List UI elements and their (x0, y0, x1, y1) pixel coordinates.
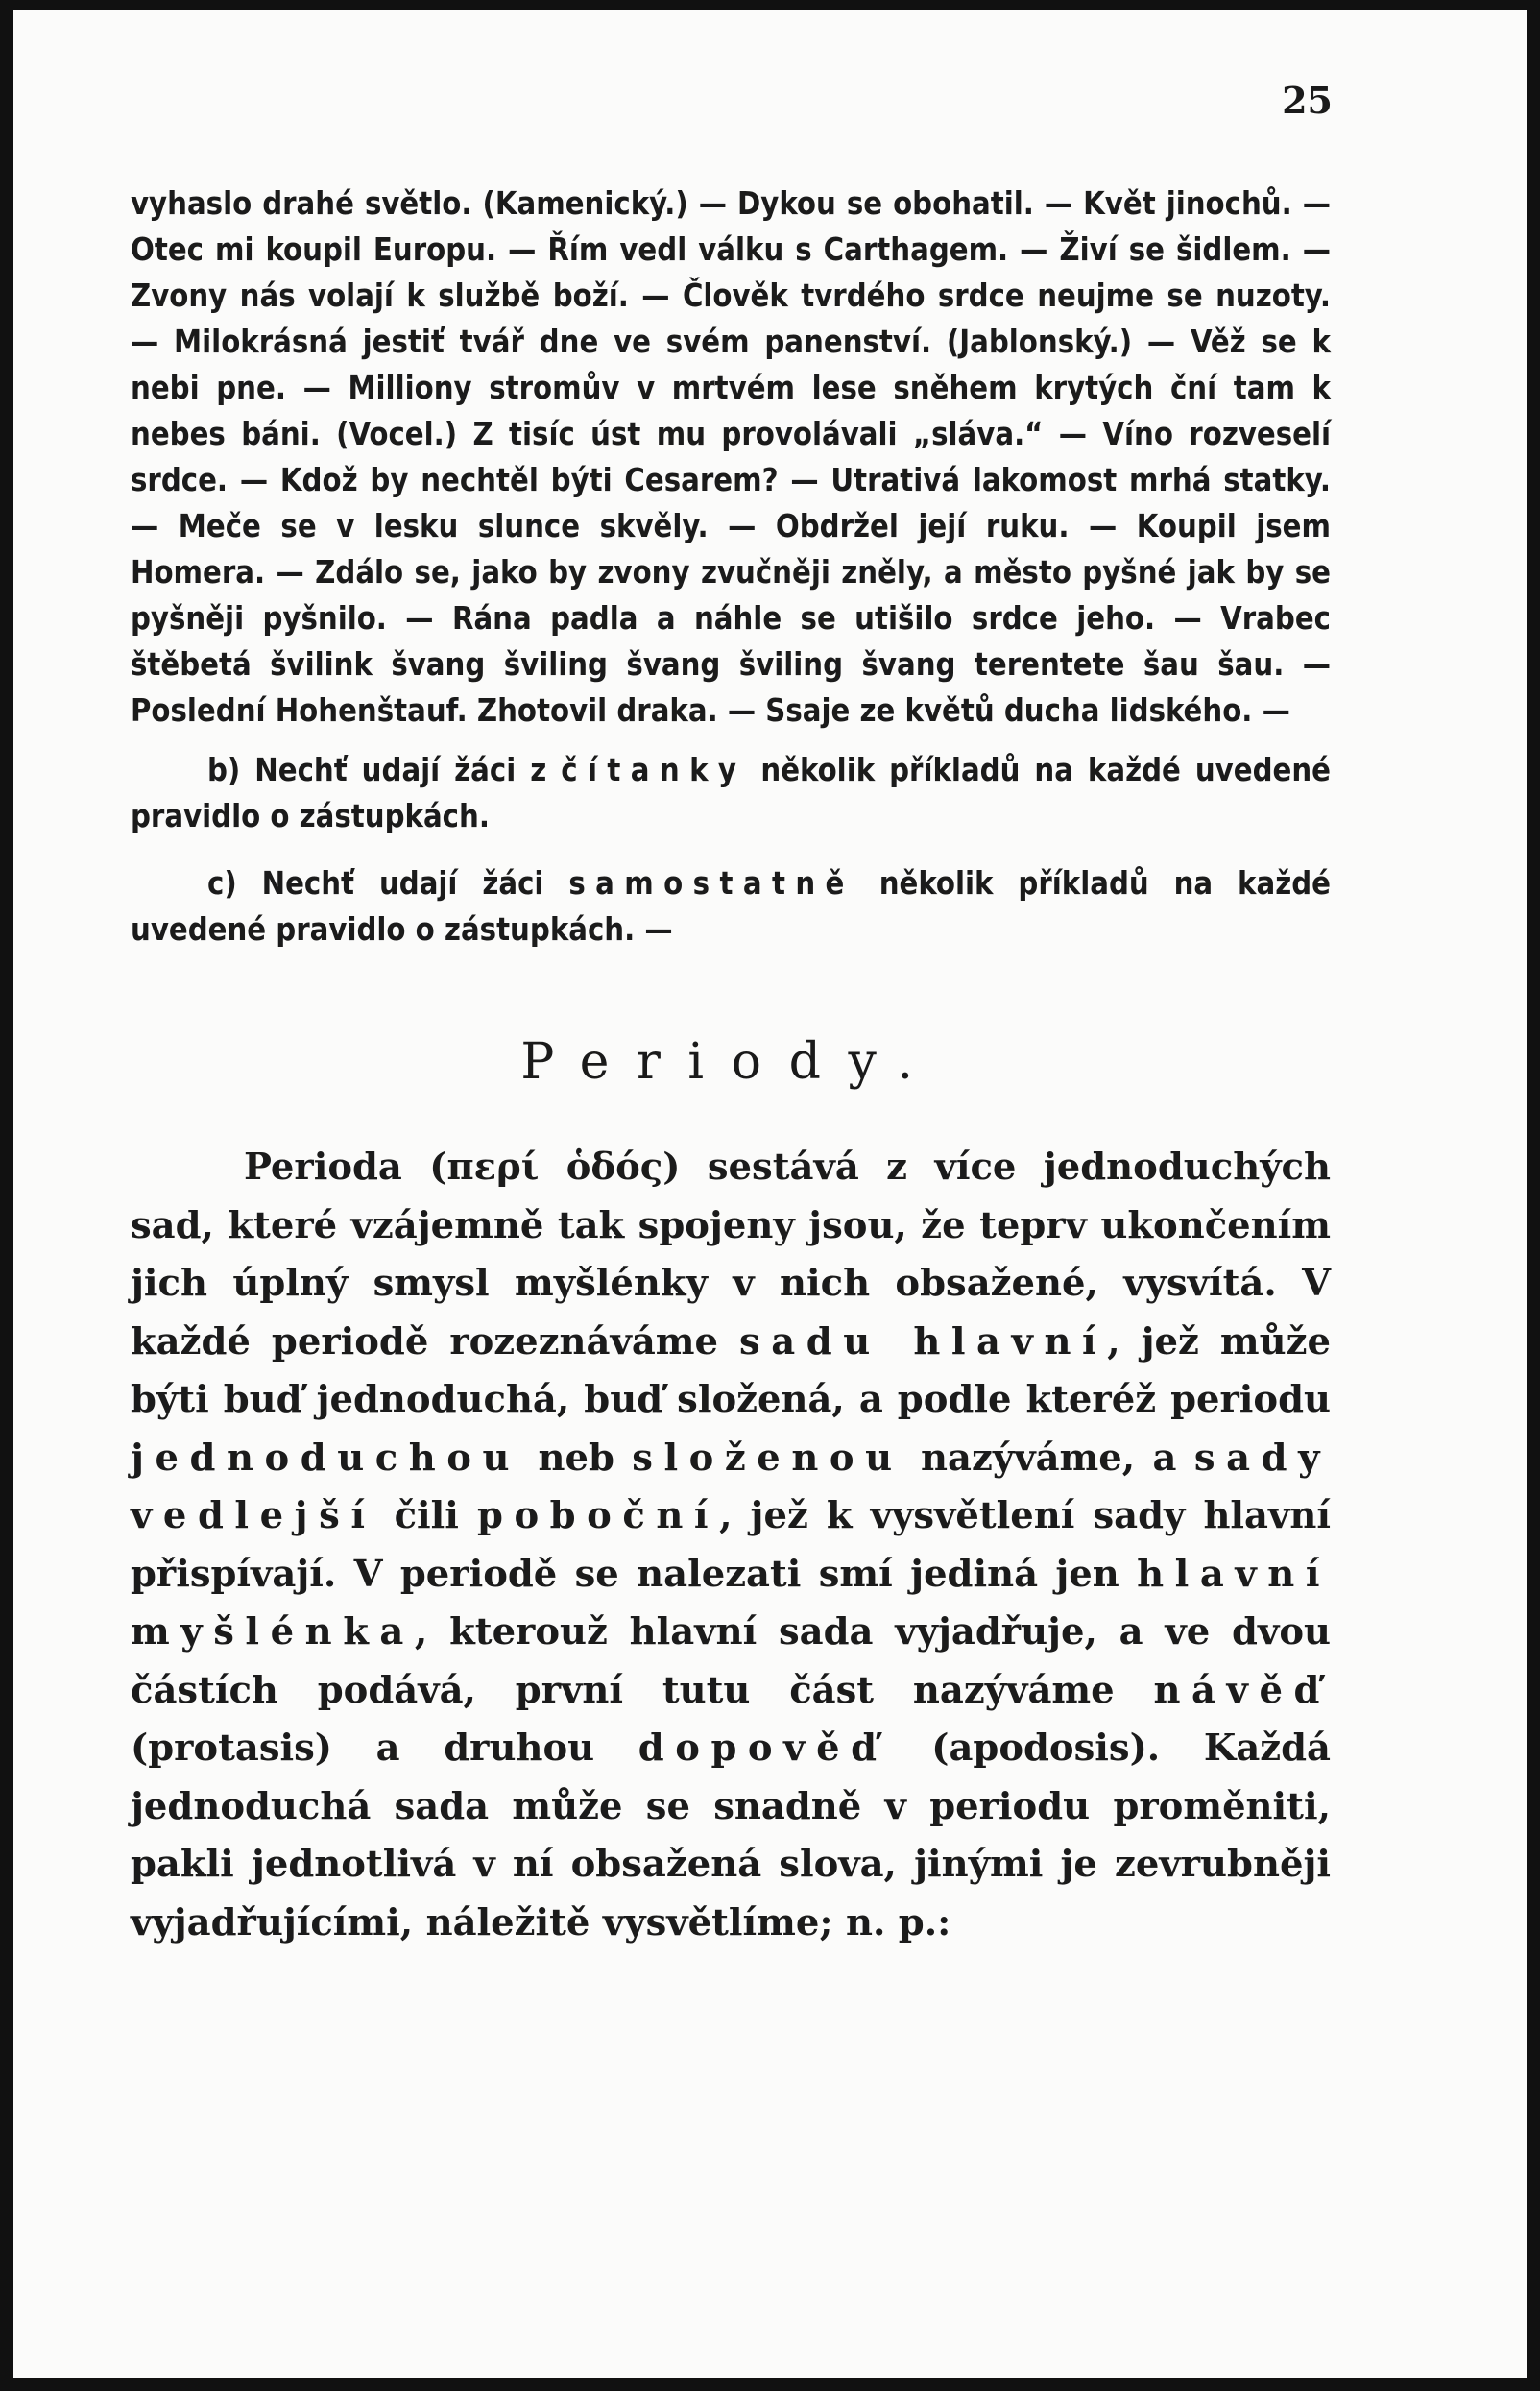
page-number: 25 (1282, 79, 1333, 122)
periody-paragraph (131, 1139, 1331, 1952)
task-c (131, 860, 1331, 953)
periody-text-3: neb (520, 1436, 633, 1480)
task-c-prefix: c) Nechť udají žáci (207, 865, 569, 902)
periody-text-8: (protasis) a druhou (131, 1727, 638, 1770)
task-b-spaced: čítanky (561, 752, 747, 788)
term-dopoved: dopověď (638, 1727, 888, 1770)
periody-text-7: , kterouž hlavní sada vyjadřuje, a ve dvou částích podává, první tutu část nazýváme (131, 1610, 1331, 1712)
term-pobocni: poboční (476, 1494, 720, 1537)
term-sady-vedlejsi: sady vedlejší (131, 1436, 1332, 1537)
periody-text-5: čili (375, 1494, 477, 1537)
term-hlavni-myslenka: hlavní myšlénka (131, 1552, 1331, 1654)
task-b-suffix: několik příkladů na každé uvedené pravidlo o zástupkách. (131, 752, 1331, 834)
term-jednoduchou: jednoduchou (131, 1436, 521, 1480)
periody-text-4: nazýváme, a (902, 1436, 1194, 1480)
book-page (13, 10, 1527, 2378)
periody-text-6: , jež k vysvětlení sady hlavní přispívají. V periodě se nalezati smí jediná jen (131, 1494, 1331, 1596)
periody-text-1: Perioda (περί ὁδός) sestává z více jednoduchých sad, které vzájemně tak spojeny jsou, že teprv ukončením jich úplný smysl myšlénky v nich obsažené, vysvítá. V každé periodě rozeznáváme (131, 1146, 1331, 1364)
examples-paragraph: vyhaslo drahé světlo. (Kamenický.) — Dykou se obohatil. — Květ jinochů. — Otec mi koupil Europu. — Řím vedl válku s Carthagem. — Živí se šidlem. — Zvony nás volají k službě boží. — Člověk tvrdého srdce neujme se nuzoty. — Milokrásná jestiť tvář dne ve svém panenství. (Jablonský.) — Věž se k nebi pne. — Milliony stromův v mrtvém lese sněhem krytých ční tam k nebes báni. (Vocel.) Z tisíc úst mu provolávali „sláva.“ — Víno rozveselí srdce. — Kdož by nechtěl býti Cesarem? — Utrativá lakomost mrhá statky. — Meče se v lesku slunce skvěly. — Obdržel její ruku. — Koupil jsem Homera. — Zdálo se, jako by zvony zvučněji zněly, a město pyšné jak by se pyšněji pyšnilo. — Rána padla a náhle se utišilo srdce jeho. — Vrabec štěbetá švilink švang šviling švang šviling švang terentete šau šau. — Poslední Hohenštauf. Zhotovil draka. — Ssaje ze květů ducha lidského. — (131, 185, 1331, 729)
examples-block (131, 181, 1331, 953)
term-sada-hlavni: sadu hlavní (739, 1319, 1108, 1364)
periody-block (131, 1139, 1331, 1952)
page-body (131, 181, 1331, 1952)
section-heading: Periody. (520, 1033, 941, 1091)
task-c-suffix: několik příkladů na každé uvedené pravidlo o zástupkách. — (131, 865, 1331, 948)
task-b-prefix: b) Nechť udají žáci z (207, 752, 562, 788)
term-naved: návěď (1153, 1668, 1331, 1712)
periody-text-9: (apodosis). Každá jednoduchá sada může se snadně v periodu proměniti, pakli jednotlivá v ní obsažená slova, jinými je zevrubněji vyjadřujícími, náležitě vysvětlíme; n. p.: (131, 1727, 1331, 1944)
term-slozenou: složenou (632, 1436, 903, 1480)
task-c-spaced: samostatně (568, 865, 854, 902)
task-b (131, 747, 1331, 839)
periody-text-2: , jež může býti buď jednoduchá, buď složená, a podle kteréž periodu (131, 1319, 1331, 1421)
